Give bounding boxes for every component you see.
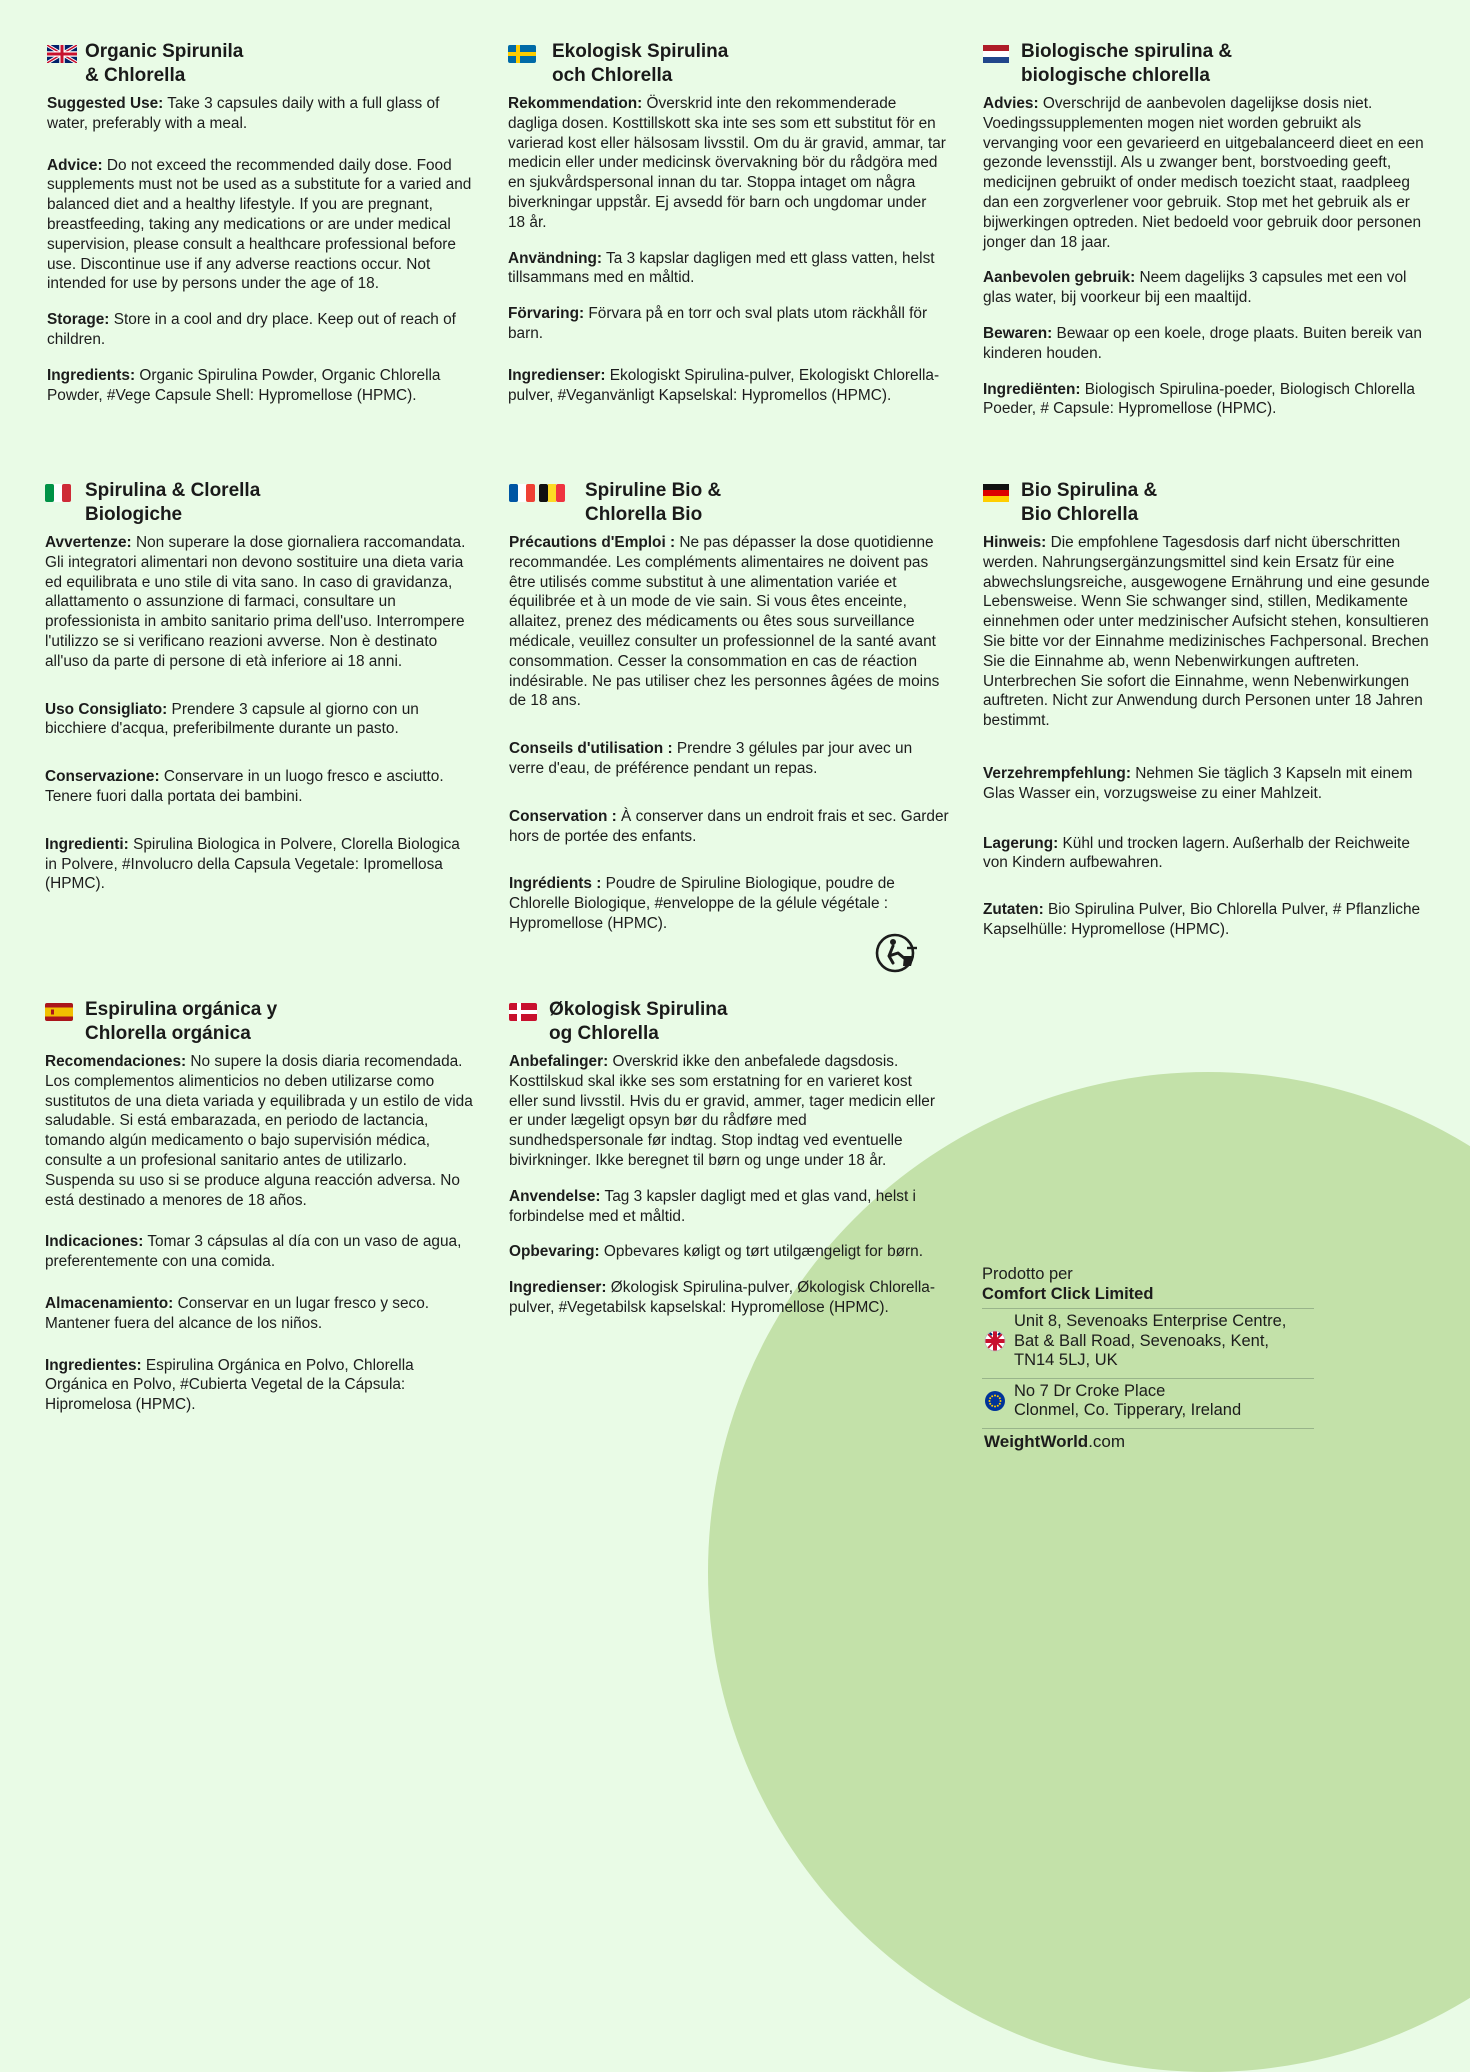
danish-section [509,998,941,1318]
section-heading [47,40,475,88]
ingredients-paragraph: Ingrediënten: Biologisch Spirulina-poeder, Biologisch Chlorella Poeder, # Capsule: Hypromellose (HPMC). [983,380,1415,418]
eu-address-line: Clonmel, Co. Tipperary, Ireland [1014,1401,1242,1419]
german-section [983,479,1431,940]
usage-paragraph: Aanbevolen gebruik: Neem dagelijks 3 capsules met een vol glas water, bij voorkeur bij een maaltijd. [983,269,1407,307]
ingredients-paragraph: Zutaten: Bio Spirulina Pulver, Bio Chlorella Pulver, # Pflanzliche Kapselhülle: Hypromellose (HPMC). [983,901,1421,938]
usage-paragraph: Användning: Ta 3 kapslar dagligen med ett glass vatten, helst tillsammans med en måltid. [508,249,935,287]
netherlands-flag-icon [983,45,1009,63]
uk-address-line: Bat & Ball Road, Sevenoaks, Kent, [1014,1331,1269,1350]
eu-address-line: No 7 Dr Croke Place [1014,1381,1166,1400]
manufacturer-company: Comfort Click Limited [982,1284,1154,1303]
section-heading [983,479,1431,527]
section-title: Spiruline Bio & Chlorella Bio [585,480,722,525]
uk-flag-icon [984,1330,1006,1352]
ingredients-paragraph: Ingredienti: Spirulina Biologica in Polvere, Clorella Biologica in Polvere, #Involucro della Capsula Vegetale: Ipromellosa (HPMC). [45,835,460,893]
advice-paragraph: Avvertenze: Non superare la dose giornaliera raccomandata. Gli integratori alimentari non devono sostituire una dieta varia ed equilibrata e uno stile di vita sano. In caso di gravidanza, allattamento o assunzione di farmaci, consultare un professionista in ambito sanitario prima dell'uso. Interrompere l'utilizzo se si verificano reazioni avverse. Non è destinato all'uso da parte di persone di età inferiore ai 18 anni. [45,534,466,670]
uk-address [982,1308,1314,1374]
manufacturer-block [982,1265,1314,1451]
eu-flag-icon [984,1390,1006,1412]
ingredients-paragraph: Ingrédients : Poudre de Spiruline Biologique, poudre de Chlorelle Biologique, #enveloppe de la gélule végétale : Hypromellose (HPMC). [509,875,895,932]
storage-paragraph: Conservazione: Conservare in un luogo fresco e asciutto. Tenere fuori dalla portata dei bambini. [45,768,444,805]
french-section [509,479,951,934]
storage-paragraph: Bewaren: Bewaar op een koele, droge plaats. Buiten bereik van kinderen houden. [983,324,1422,362]
website-link[interactable] [982,1428,1314,1452]
usage-paragraph: Conseils d'utilisation : Prendre 3 gélules par jour avec un verre d'eau, de préférence pendant un repas. [509,740,913,777]
section-title: Spirulina & Clorella Biologiche [85,480,261,525]
storage-paragraph: Lagerung: Kühl und trocken lagern. Außerhalb der Reichweite von Kindern aufbewahren. [983,834,1410,872]
section-heading [983,40,1431,88]
website-tld: .com [1088,1431,1126,1451]
storage-paragraph: Storage: Store in a cool and dry place. Keep out of reach of children. [47,311,456,348]
section-heading [509,479,951,527]
section-title: Biologische spirulina & biologische chlorella [1021,41,1233,86]
section-heading [509,998,941,1046]
advice-paragraph: Advies: Overschrijd de aanbevolen dagelijkse dosis niet. Voedingssupplementen mogen niet worden gebruikt als vervanging voor een gevarieerd en uitgebalanceerd dieet en een gezonde levensstijl. Als u zwanger bent, borstvoeding geeft, medicijnen gebruikt of onder medisch toezicht staat, raadpleeg dan een zorgverlener voor gebruik. Stop met het gebruik als er bijwerkingen optreden. Niet bedoeld voor gebruik door personen jonger dan 18 jaar. [983,95,1424,251]
advice-paragraph: Recomendaciones: No supere la dosis diaria recomendada. Los complementos alimenticios no deben utilizarse como sustitutos de una dieta variada y equilibrada y un estilo de vida saludable. Si está embarazada, en periodo de lactancia, tomando algún medicamento o bajo supervisión médica, consulte a un profesional sanitario antes de utilizarlo. Suspenda su uso si se produce alguna reacción adversa. No está destinado a menores de 18 años. [45,1053,473,1209]
manufacturer-label: Prodotto per [982,1265,1073,1283]
italian-section [45,479,475,894]
uk-address-line: TN14 5LJ, UK [1014,1351,1118,1369]
germany-flag-icon [983,484,1009,502]
storage-paragraph: Conservation : À conserver dans un endroit frais et sec. Garder hors de portée des enfants. [509,807,949,845]
section-title: Ekologisk Spirulina och Chlorella [552,41,729,86]
swedish-section [508,40,946,405]
ingredients-paragraph: Ingredients: Organic Spirulina Powder, Organic Chlorella Powder, #Vege Capsule Shell: Hypromellose (HPMC). [47,366,441,404]
denmark-flag-icon [509,1003,537,1021]
advice-paragraph: Précautions d'Emploi : Ne pas dépasser la dose quotidienne recommandée. Les compléments alimentaires ne doivent pas être utilisés comme substitut à une alimentation variée et équilibrée et à un mode de vie sain. Si vous êtes enceinte, allaitez, prenez des médicaments ou êtes sous surveillance médicale, veuillez consulter un professionnel de la santé avant consommation. Cesser la consommation en cas de réaction indésirable. Ne pas utiliser chez les personnes âgées de moins de 18 ans. [509,534,940,710]
spain-flag-icon [45,1003,73,1021]
advice-paragraph: Rekommendation: Överskrid inte den rekommenderade dagliga dosen. Kosttillskott ska inte ses som ett substitut för en varierad kost eller hälsosam livsstil. Om du är gravid, ammar, tar medicin eller under medicinsk övervakning bör du rådgöra med en sjukvårdspersonal innan du tar. Stoppa intaget om några biverkningar uppstår. Ej avsedd för barn och ungdomar under 18 år. [508,95,946,231]
italy-flag-icon [45,484,71,502]
advice-paragraph: Anbefalinger: Overskrid ikke den anbefalede dagsdosis. Kosttilskud skal ikke ses som erstatning for en varieret kost eller sund livsstil. Hvis du er gravid, ammer, tager medicin eller er under lægeligt opsyn bør du rådføre med sundhedspersonale før indtag. Stop indtag ved eventuelle bivirkninger. Ikke beregnet til børn og unge under 18 år. [509,1053,935,1169]
spanish-section [45,998,477,1415]
section-heading [45,998,477,1046]
usage-paragraph: Indicaciones: Tomar 3 cápsulas al día con un vaso de agua, preferentemente con una comida. [45,1233,462,1271]
usage-paragraph: Uso Consigliato: Prendere 3 capsule al giorno con un bicchiere d'acqua, preferibilmente durante un pasto. [45,700,419,738]
storage-paragraph: Almacenamiento: Conservar en un lugar fresco y seco. Mantener fuera del alcance de los niños. [45,1294,430,1332]
eu-address [982,1378,1314,1424]
sweden-flag-icon [508,45,536,63]
uk-flag-icon [47,45,77,63]
belgium-flag-icon [539,484,565,502]
ingredients-paragraph: Ingredienser: Økologisk Spirulina-pulver, Økologisk Chlorella-pulver, #Vegetabilsk kapselskal: Hypromellose (HPMC). [509,1279,935,1316]
section-heading [45,479,475,527]
advice-paragraph: Hinweis: Die empfohlene Tagesdosis darf nicht überschritten werden. Nahrungsergänzungsmittel sind kein Ersatz für eine abwechslungsreiche, ausgewogene Ernährung und eine gesunde Lebensweise. Wenn Sie schwanger sind, stillen, Medikamente einnehmen oder unter medzinischer Aufsicht stehen, konsultieren Sie bitte vor der Einnahme medizinisches Fachpersonal. Brechen Sie die Einnahme ab, wenn Nebenwirkungen auftreten. Unterbrechen Sie sofort die Einnahme, wenn Nebenwirkungen auftreten. Nicht zur Anwendung durch Personen unter 18 Jahren bestimmt. [983,534,1430,730]
tidyman-recycle-icon [874,932,920,974]
section-title: Espirulina orgánica y Chlorella orgánica [85,999,278,1044]
section-title: Økologisk Spirulina og Chlorella [549,999,728,1044]
usage-paragraph: Anvendelse: Tag 3 kapsler dagligt med et glas vand, helst i forbindelse med et måltid. [509,1187,916,1225]
ingredients-paragraph: Ingredienser: Ekologiskt Spirulina-pulver, Ekologiskt Chlorella-pulver, #Veganvänligt Kapselskal: Hypromellos (HPMC). [508,366,940,404]
section-title: Bio Spirulina & Bio Chlorella [1021,480,1158,525]
dutch-section [983,40,1431,419]
ingredients-paragraph: Ingredientes: Espirulina Orgánica en Polvo, Chlorella Orgánica en Polvo, #Cubierta Vegetal de la Cápsula: Hipromelosa (HPMC). [45,1356,414,1414]
storage-paragraph: Förvaring: Förvara på en torr och sval plats utom räckhåll för barn. [508,305,928,342]
storage-paragraph: Opbevaring: Opbevares køligt og tørt utilgængeligt for børn. [509,1243,923,1261]
section-heading [508,40,946,88]
uk-address-line: Unit 8, Sevenoaks Enterprise Centre, [1014,1312,1287,1330]
advice-paragraph: Advice: Do not exceed the recommended daily dose. Food supplements must not be used as a substitute for a varied and balanced diet and a healthy lifestyle. If you are pregnant, breastfeeding, taking any medications or are under medical supervision, please consult a healthcare professional before use. Discontinue use if any adverse reactions occur. Not intended for use by persons under the age of 18. [47,156,472,293]
website-brand: WeightWorld [984,1431,1089,1451]
section-title: Organic Spirunila & Chlorella [85,41,244,86]
france-flag-icon [509,484,535,502]
usage-paragraph: Suggested Use: Take 3 capsules daily with a full glass of water, preferably with a meal. [47,95,440,132]
usage-paragraph: Verzehrempfehlung: Nehmen Sie täglich 3 Kapseln mit einem Glas Wasser ein, vorzugsweise zu einer Mahlzeit. [983,764,1413,802]
english-section [47,40,475,405]
